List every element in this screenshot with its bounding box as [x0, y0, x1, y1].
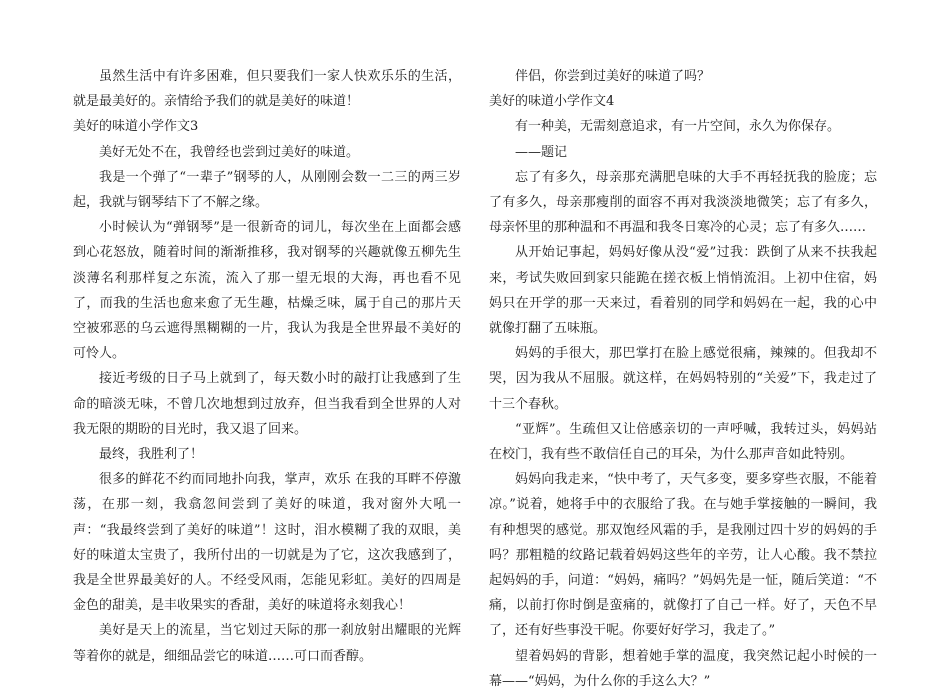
paragraph: 虽然生活中有许多困难，但只要我们一家人快欢乐乐的生活，就是最美好的。亲情给予我们的就是美好的味道！ — [73, 69, 461, 110]
paragraph: 很多的鲜花不约而同地扑向我，掌声，欢乐 在我的耳畔不停激荡，在那一刻，我翕忽间尝到了美好的味道，我对窗外大吼一声：“我最终尝到了美好的味道”！这时，泪水模糊了我的双眼，美好的味道太宝贵了，我所付出的一切就是为了它，这次我感到了，我是全世界最美好的人。不经受风雨，怎能见彩虹。美好的四周是金色的甜美，是丰收果实的香甜，美好的味道将永刻我心！ — [73, 472, 461, 614]
paragraph: 最终，我胜利了！ — [99, 447, 204, 463]
paragraph: 从开始记事起，妈妈好像从没“爱”过我：跌倒了从来不扶我起来，考试失败回到家只能跪在搓衣板上悄悄流泪。上初中住宿，妈妈只在开学的那一天来过，看着别的同学和妈妈在一起，我的心中就像打翻了五味瓶。 — [489, 245, 877, 337]
left-column — [73, 64, 461, 669]
paragraph: 伴侣，你尝到过美好的味道了吗？ — [515, 69, 711, 84]
paragraph: 忘了有多久，母亲那充满肥皂味的大手不再轻抚我的脸庞；忘了有多久，母亲那瘦削的面容不再对我淡淡地微笑；忘了有多久，母亲怀里的那种温和不再温和我冬日寒冷的心灵；忘了有多久…… — [489, 169, 877, 236]
paragraph: 美好是天上的流星，当它划过天际的那一刹放射出耀眼的光辉等着你的就是，细细品尝它的味道……可口而香醇。 — [73, 623, 461, 664]
paragraph: 望着妈妈的背影，想着她手掌的温度，我突然记起小时候的一幕——“妈妈，为什么你的手这么大？” — [489, 648, 877, 689]
paragraph: 小时候认为“弹钢琴”是一很新奇的词儿，每次坐在上面都会感到心花怒放，随着时间的渐渐推移，我对钢琴的兴趣就像五柳先生淡薄名利那样复之东流，流入了那一望无垠的大海，再也看不见了，而我的生活也愈来愈了无生趣，枯燥乏味，属于自己的那片天空被邪恶的乌云遮得黑糊糊的一片，我认为我是全世界最不美好的可怜人。 — [73, 220, 461, 362]
paragraph: “亚辉”。生疏但又让倍感亲切的一声呼喊，我转过头，妈妈站在校门，我有些不敢信任自己的耳朵，为什么那声音如此特别。 — [489, 421, 877, 463]
paragraph: 我是一个弹了“一辈子”钢琴的人，从刚刚会数一二三的两三岁起，我就与钢琴结下了不解之缘。 — [73, 169, 461, 211]
section-heading: 美好的味道小学作文3 — [73, 119, 199, 135]
section-heading: 美好的味道小学作文4 — [489, 94, 615, 110]
paragraph: 美好无处不在，我曾经也尝到过美好的味道。 — [99, 144, 360, 160]
paragraph: 妈妈的手很大，那巴掌打在脸上感觉很痛，辣辣的。但我却不哭，因为我从不屈服。就这样，在妈妈特别的“关爱”下，我走过了十三个春秋。 — [489, 346, 877, 412]
paragraph: 接近考级的日子马上就到了，每天数小时的敲打让我感到了生命的暗淡无味，不曾几次地想到过放弃，但当我看到全世界的人对我无限的期盼的目光时，我又退了回来。 — [73, 371, 461, 437]
paragraph: ——题记 — [515, 144, 568, 160]
paragraph: 妈妈向我走来，“快中考了，天气多变，要多穿些衣服，不能着凉。”说着，她将手中的衣服给了我。在与她手掌接触的一瞬间，我有种想哭的感觉。那双饱经风霜的手，是我刚过四十岁的妈妈的手吗？那粗糙的纹路记载着妈妈这些年的辛劳，让人心酸。我不禁拉起妈妈的手，问道：“妈妈，痛吗？”妈妈先是一怔，随后笑道：“不痛，以前打你时倒是蛮痛的，就像打了自己一样。好了，天色不早了，还有好些事没干呢。你要好好学习，我走了。” — [489, 472, 877, 639]
paragraph: 有一种美，无需刻意追求，有一片空间，永久为你保存。 — [515, 119, 841, 135]
right-column — [489, 64, 877, 694]
